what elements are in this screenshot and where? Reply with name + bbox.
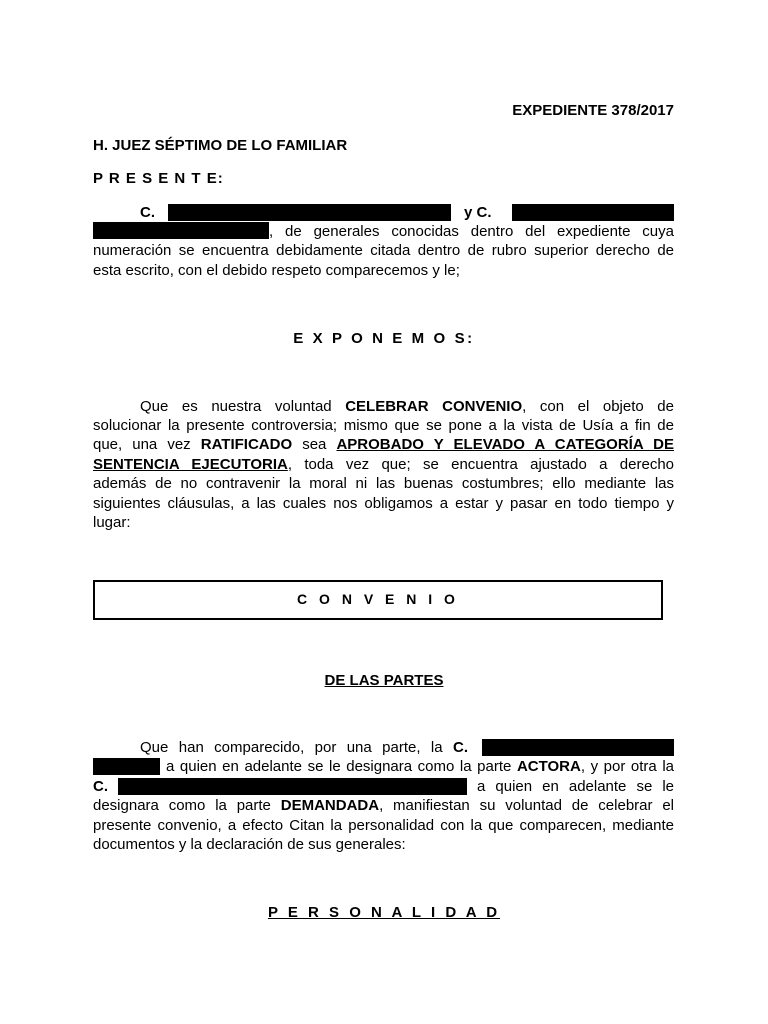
de-las-partes-heading: DE LAS PARTES (324, 672, 444, 689)
body-line-1-c: , con el objeto de (522, 398, 674, 415)
partes-line-1-a: Que han comparecido, por una parte, la (140, 739, 443, 756)
body-line-6: siguientes cláusulas, a las cuales nos obligamos a estar y pasar en todo tiempo y (93, 495, 674, 512)
demandada-text: DEMANDADA (280, 797, 380, 814)
intro-line-1 (140, 203, 155, 223)
body-line-3 (93, 435, 674, 455)
partes-line-2 (166, 757, 674, 777)
partes-line-1-c: C. (453, 739, 468, 756)
body-line-7: lugar: (93, 514, 131, 531)
partes-line-4 (93, 796, 674, 816)
intro-y-c: y C. (464, 204, 492, 221)
body-line-2: solucionar la presente controversia; mismo que se pone a la vista de Usía a fin de (93, 417, 674, 434)
redaction-demandada-name (118, 778, 467, 795)
body-line-3-a: que, una vez (93, 436, 191, 453)
body-line-3-c: sea (302, 436, 327, 453)
intro-line-2-text: , de generales conocidas dentro del expediente cuya (269, 223, 674, 240)
body-line-4 (93, 455, 674, 475)
ratificado-text: RATIFICADO (200, 436, 293, 453)
partes-line-2-a: a quien en adelante se le designara como la parte (166, 758, 512, 775)
presente-heading: P R E S E N T E: (93, 170, 224, 187)
intro-line-4: esta escrito, con el debido respeto comparecemos y le; (93, 262, 460, 279)
redaction-name-1 (168, 204, 451, 221)
aprobado-text: APROBADO Y ELEVADO A CATEGORÍA DE (336, 436, 674, 453)
partes-line-3: a quien en adelante se le (477, 778, 674, 795)
partes-line-4-a: designara como la parte (93, 797, 271, 814)
personalidad-heading: P E R S O N A L I D A D (267, 904, 501, 921)
partes-line-6: documentos y la declaración de sus generales: (93, 836, 406, 853)
body-line-5: además de no contravenir la moral ni las buenas costumbres; ello mediante las (93, 475, 674, 492)
convenio-title: C O N V E N I O (297, 591, 459, 607)
intro-line-2 (93, 222, 674, 242)
celebrar-convenio-text: CELEBRAR CONVENIO (345, 398, 523, 415)
actora-text: ACTORA (516, 758, 581, 775)
sentencia-ejecutoria-text: SENTENCIA EJECUTORIA (93, 456, 288, 473)
intro-line-3: numeración se encuentra debidamente citada dentro de rubro superior derecho de (93, 242, 674, 259)
partes-line-5: presente convenio, a efecto Citan la personalidad con la que comparecen, mediante (93, 817, 674, 834)
partes-line-4-c: , manifiestan su voluntad de celebrar el (379, 797, 674, 814)
expediente-number: EXPEDIENTE 378/2017 (512, 102, 674, 119)
body-line-4-b: , toda vez que; se encuentra ajustado a derecho (287, 456, 674, 473)
body-line-1-a: Que es nuestra voluntad (140, 398, 332, 415)
redaction-name-2-cont (93, 222, 269, 239)
partes-line-3-c: C. (93, 778, 108, 795)
intro-c1: C. (140, 204, 155, 221)
exponemos-heading: E X P O N E M O S: (293, 330, 475, 347)
redaction-name-2 (512, 204, 674, 221)
convenio-box (93, 580, 663, 620)
partes-line-1 (140, 738, 468, 758)
partes-line-2-c: , y por otra la (580, 758, 674, 775)
redaction-actora-name (482, 739, 674, 756)
redaction-actora-name-cont (93, 758, 160, 775)
judge-heading: H. JUEZ SÉPTIMO DE LO FAMILIAR (93, 137, 348, 154)
body-line-1 (140, 397, 674, 417)
